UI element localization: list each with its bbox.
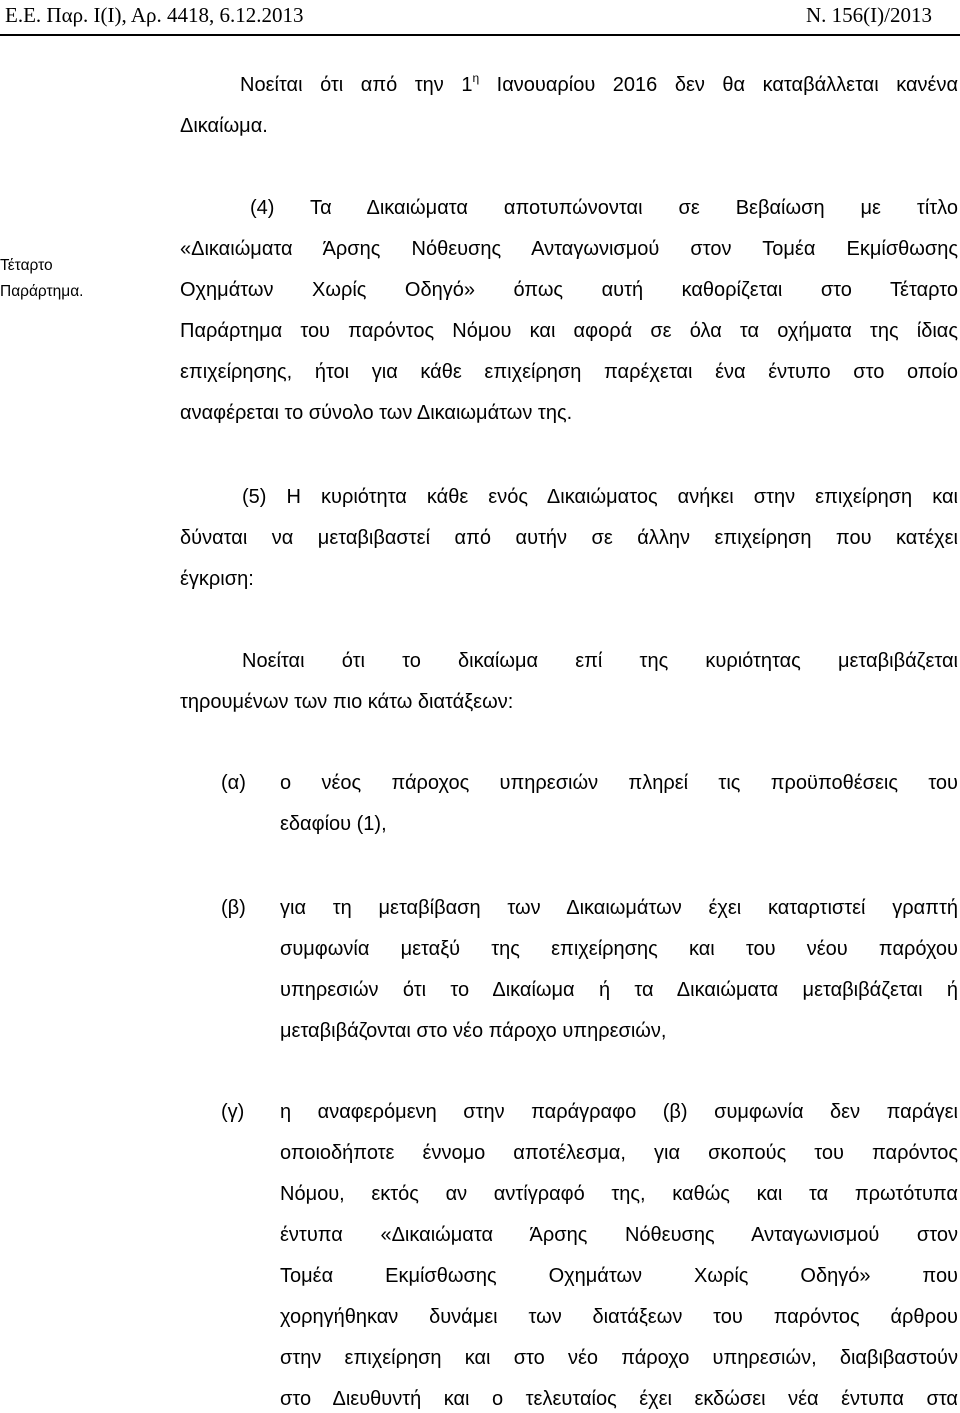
- page-header-right: Ν. 156(Ι)/2013: [806, 3, 932, 27]
- ordinal-superscript: η: [472, 71, 480, 85]
- page-header-left: Ε.Ε. Παρ. Ι(I), Αρ. 4418, 6.12.2013: [5, 3, 304, 27]
- para5-line: έγκριση:: [180, 568, 254, 590]
- item-gamma-line: οποιοδήποτε έννομο αποτέλεσμα, για σκοπούς του παρόντος: [280, 1142, 958, 1164]
- continuation-line: Δικαίωμα.: [180, 115, 268, 137]
- item-beta-line: για τη μεταβίβαση των Δικαιωμάτων έχει καταρτιστεί γραπτή: [280, 897, 958, 919]
- item-label: (γ): [221, 1101, 245, 1123]
- margin-note: [0, 253, 83, 305]
- continuation-line: [240, 72, 958, 98]
- item-label: (β): [221, 897, 246, 919]
- para4-line: αναφέρεται το σύνολο των Δικαιωμάτων της.: [180, 402, 573, 424]
- item-gamma-line: στην επιχείρηση και στο νέο πάροχο υπηρεσιών, διαβιβαστούν: [280, 1347, 958, 1369]
- item-gamma-line: έντυπα «Δικαιώματα Άρσης Νόθευσης Ανταγωνισμού στον: [280, 1224, 958, 1246]
- item-gamma-line: Τομέα Εκμίσθωσης Οχημάτων Χωρίς Οδηγό» που: [280, 1265, 958, 1287]
- para4-line: Οχημάτων Χωρίς Οδηγό» όπως αυτή καθορίζεται στο Τέταρτο: [180, 279, 958, 301]
- continuation-text: Ιανουαρίου 2016 δεν θα καταβάλλεται κανένα: [479, 74, 959, 96]
- para4-line: επιχείρησης, ήτοι για κάθε επιχείρηση παρέχεται ένα έντυπο στο οποίο: [180, 361, 958, 383]
- margin-note-line: Τέταρτο: [0, 257, 53, 274]
- item-alpha-line: εδαφίου (1),: [280, 813, 387, 835]
- para5-line: (5) Η κυριότητα κάθε ενός Δικαιώματος ανήκει στην επιχείρηση και: [242, 486, 958, 508]
- item-beta-line: μεταβιβάζονται στο νέο πάροχο υπηρεσιών,: [280, 1020, 667, 1042]
- item-label: (α): [221, 772, 246, 794]
- continuation-text: Νοείται ότι από την 1: [240, 74, 473, 96]
- item-alpha-line: ο νέος πάροχος υπηρεσιών πληρεί τις προϋποθέσεις του: [280, 772, 958, 794]
- para4-line: (4) Τα Δικαιώματα αποτυπώνονται σε Βεβαίωση με τίτλο: [250, 197, 958, 219]
- proviso-line: τηρουμένων των πιο κάτω διατάξεων:: [180, 691, 514, 713]
- item-gamma-line: η αναφερόμενη στην παράγραφο (β) συμφωνία δεν παράγει: [280, 1101, 958, 1123]
- item-gamma-line: χορηγήθηκαν δυνάμει των διατάξεων του παρόντος άρθρου: [280, 1306, 958, 1328]
- item-gamma-line: Νόμου, εκτός αν αντίγραφό της, καθώς και τα πρωτότυπα: [280, 1183, 958, 1205]
- para5-line: δύναται να μεταβιβαστεί από αυτήν σε άλλην επιχείρηση που κατέχει: [180, 527, 958, 549]
- item-beta-line: συμφωνία μεταξύ της επιχείρησης και του νέου παρόχου: [280, 938, 958, 960]
- item-beta-line: υπηρεσιών ότι το Δικαίωμα ή τα Δικαιώματα μεταβιβάζεται ή: [280, 979, 958, 1001]
- para4-line: «Δικαιώματα Άρσης Νόθευσης Ανταγωνισμού στον Τομέα Εκμίσθωσης: [180, 238, 958, 260]
- para4-line: Παράρτημα του παρόντος Νόμου και αφορά σε όλα τα οχήματα της ίδιας: [180, 320, 958, 342]
- header-rule: [0, 34, 960, 36]
- proviso-line: Νοείται ότι το δικαίωμα επί της κυριότητας μεταβιβάζεται: [242, 650, 958, 672]
- item-gamma-line: στο Διευθυντή και ο τελευταίος έχει εκδώσει νέα έντυπα στα: [280, 1388, 958, 1410]
- margin-note-line: Παράρτημα.: [0, 283, 84, 300]
